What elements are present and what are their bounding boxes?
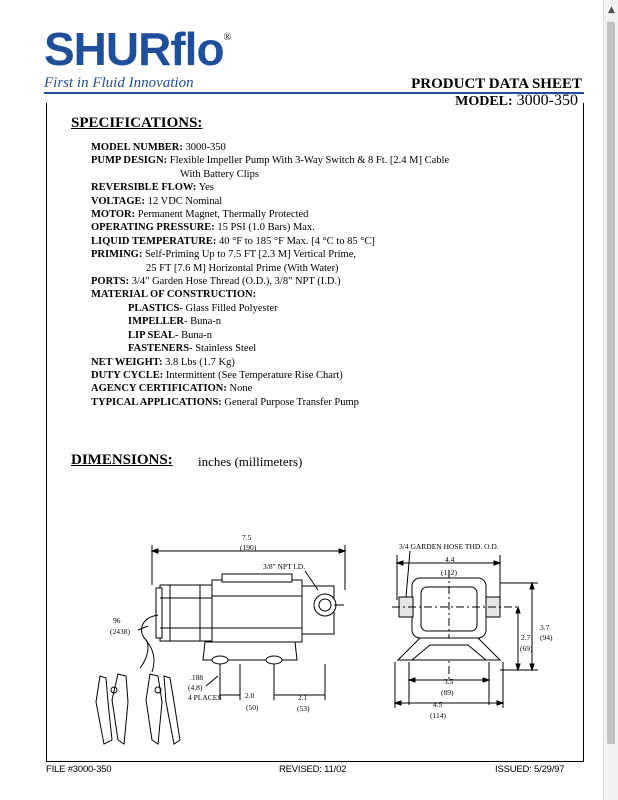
spec-model-number: MODEL NUMBER: 3000-350 xyxy=(91,142,226,153)
scroll-thumb[interactable] xyxy=(607,22,615,744)
dim-width-mm: (112) xyxy=(441,568,457,577)
spec-priming-cont: 25 FT [7.6 M] Horizontal Prime (With Water) xyxy=(146,262,339,274)
dim-foot-b-in: 2.1 xyxy=(298,693,308,702)
brand-name: SHURflo xyxy=(44,23,224,75)
dim-cable-mm: (2438) xyxy=(110,627,130,636)
dim-hole-mm: (4.8) xyxy=(188,683,203,692)
spec-lip-seal: LIP SEAL- Buna-n xyxy=(128,329,213,341)
dimensions-units: inches (millimeters) xyxy=(198,454,303,469)
dim-hose-label: 3/4 GARDEN HOSE THD. O.D. xyxy=(399,542,499,551)
pump-end-view xyxy=(392,551,538,708)
dim-height-in: 3.7 xyxy=(540,623,550,632)
dim-base-in: 3.5 xyxy=(444,677,454,686)
spec-net-weight: NET WEIGHT: 3.8 Lbs (1.7 Kg) xyxy=(91,356,235,368)
dim-foot-a-mm: (50) xyxy=(246,703,259,712)
pump-side-view xyxy=(96,545,345,744)
dim-cable-in: 96 xyxy=(113,616,121,625)
dimensions-heading: DIMENSIONS: xyxy=(71,452,173,468)
brand-tagline: First in Fluid Innovation xyxy=(44,75,194,91)
spec-liquid-temperature: LIQUID TEMPERATURE: 40 °F to 185 °F Max. [4 °C to 85 °C] xyxy=(91,235,375,247)
spec-pump-design: PUMP DESIGN: Flexible Impeller Pump With 3-Way Switch & 8 Ft. [2.4 M] Cable xyxy=(91,155,450,167)
spec-voltage: VOLTAGE: 12 VDC Nominal xyxy=(91,195,223,207)
spec-priming: PRIMING: Self-Priming Up to 7.5 FT [2.3 M] Vertical Prime, xyxy=(91,249,357,261)
spec-pump-design-cont: With Battery Clips xyxy=(180,168,259,180)
spec-fasteners: FASTENERS- Stainless Steel xyxy=(128,343,257,355)
dim-foot-b-mm: (53) xyxy=(297,704,310,713)
specifications-heading: SPECIFICATIONS: xyxy=(71,115,203,131)
spec-reversible-flow: REVERSIBLE FLOW: Yes xyxy=(91,182,214,194)
spec-applications: TYPICAL APPLICATIONS: General Purpose Transfer Pump xyxy=(91,396,359,408)
dim-overall-in: 4.5 xyxy=(433,700,443,709)
footer-revised: REVISED: 11/02 xyxy=(279,764,347,775)
spec-operating-pressure: OPERATING PRESSURE: 15 PSI (1.0 Bars) Max. xyxy=(91,222,315,234)
dim-center-in: 2.7 xyxy=(521,633,531,642)
model-value: 3000-350 xyxy=(516,92,578,109)
footer-file: FILE #3000-350 xyxy=(46,764,112,775)
dim-height-mm: (94) xyxy=(540,633,553,642)
dim-hole-note: 4 PLACES xyxy=(188,693,222,702)
spec-material: MATERIAL OF CONSTRUCTION: xyxy=(91,289,257,301)
dim-width-in: 4.4 xyxy=(445,555,455,564)
dim-npt-label: 3/8" NPT I.D. xyxy=(263,562,306,571)
registered-mark: ® xyxy=(223,32,232,43)
model-label: MODEL: xyxy=(455,94,513,109)
spec-ports: PORTS: 3/4" Garden Hose Thread (O.D.), 3/8" NPT (I.D.) xyxy=(91,276,341,288)
spec-agency: AGENCY CERTIFICATION: None xyxy=(91,383,253,395)
dim-foot-a-in: 2.0 xyxy=(245,691,255,700)
dim-base-mm: (89) xyxy=(441,688,454,697)
scroll-up-arrow-icon[interactable]: ▲ xyxy=(608,5,615,15)
spec-impeller: IMPELLER- Buna-n xyxy=(128,316,222,328)
dim-hole-in: .188 xyxy=(190,673,204,682)
vertical-scrollbar[interactable] xyxy=(603,0,618,800)
dim-length-mm: (190) xyxy=(240,543,257,552)
dim-center-mm: (69) xyxy=(520,644,533,653)
dim-length-in: 7.5 xyxy=(242,533,252,542)
spec-duty-cycle: DUTY CYCLE: Intermittent (See Temperature Rise Chart) xyxy=(91,369,343,381)
dim-overall-mm: (114) xyxy=(430,711,446,720)
document-type: PRODUCT DATA SHEET xyxy=(411,76,582,92)
spec-plastics: PLASTICS- Glass Filled Polyester xyxy=(128,302,278,314)
footer-issued: ISSUED: 5/29/97 xyxy=(495,764,565,775)
spec-motor: MOTOR: Permanent Magnet, Thermally Protected xyxy=(91,209,309,221)
